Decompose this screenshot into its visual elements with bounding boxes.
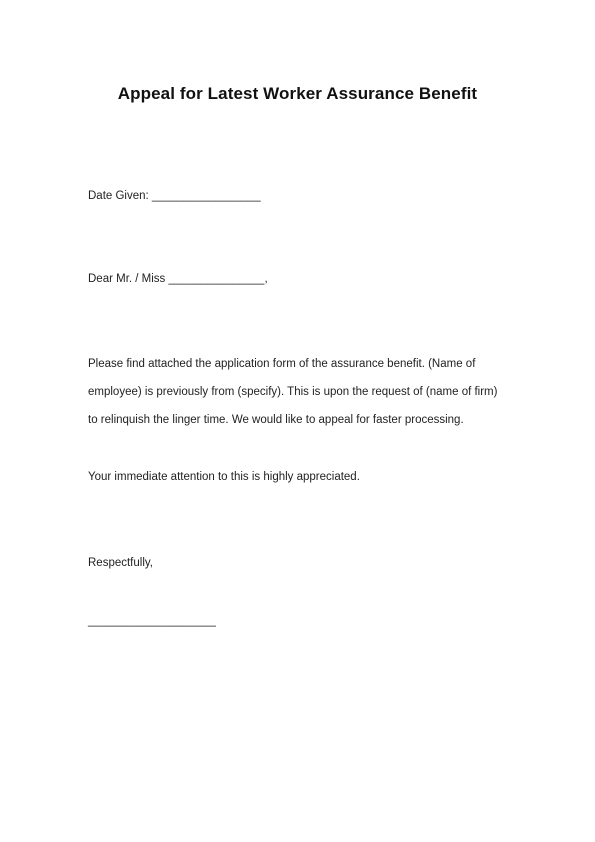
- signature-line: ____________________: [88, 615, 216, 627]
- body-line-2: employee) is previously from (specify). This is upon the request of (name of firm): [88, 386, 498, 398]
- attention-line: Your immediate attention to this is highly appreciated.: [88, 471, 360, 483]
- date-line: Date Given: _________________: [88, 190, 261, 202]
- closing-line: Respectfully,: [88, 557, 153, 569]
- document-title: Appeal for Latest Worker Assurance Benefit: [117, 84, 478, 103]
- body-line-1: Please find attached the application form of the assurance benefit. (Name of: [88, 358, 476, 370]
- salutation-line: Dear Mr. / Miss _______________,: [88, 273, 268, 285]
- body-line-3: to relinquish the linger time. We would like to appeal for faster processing.: [88, 414, 464, 426]
